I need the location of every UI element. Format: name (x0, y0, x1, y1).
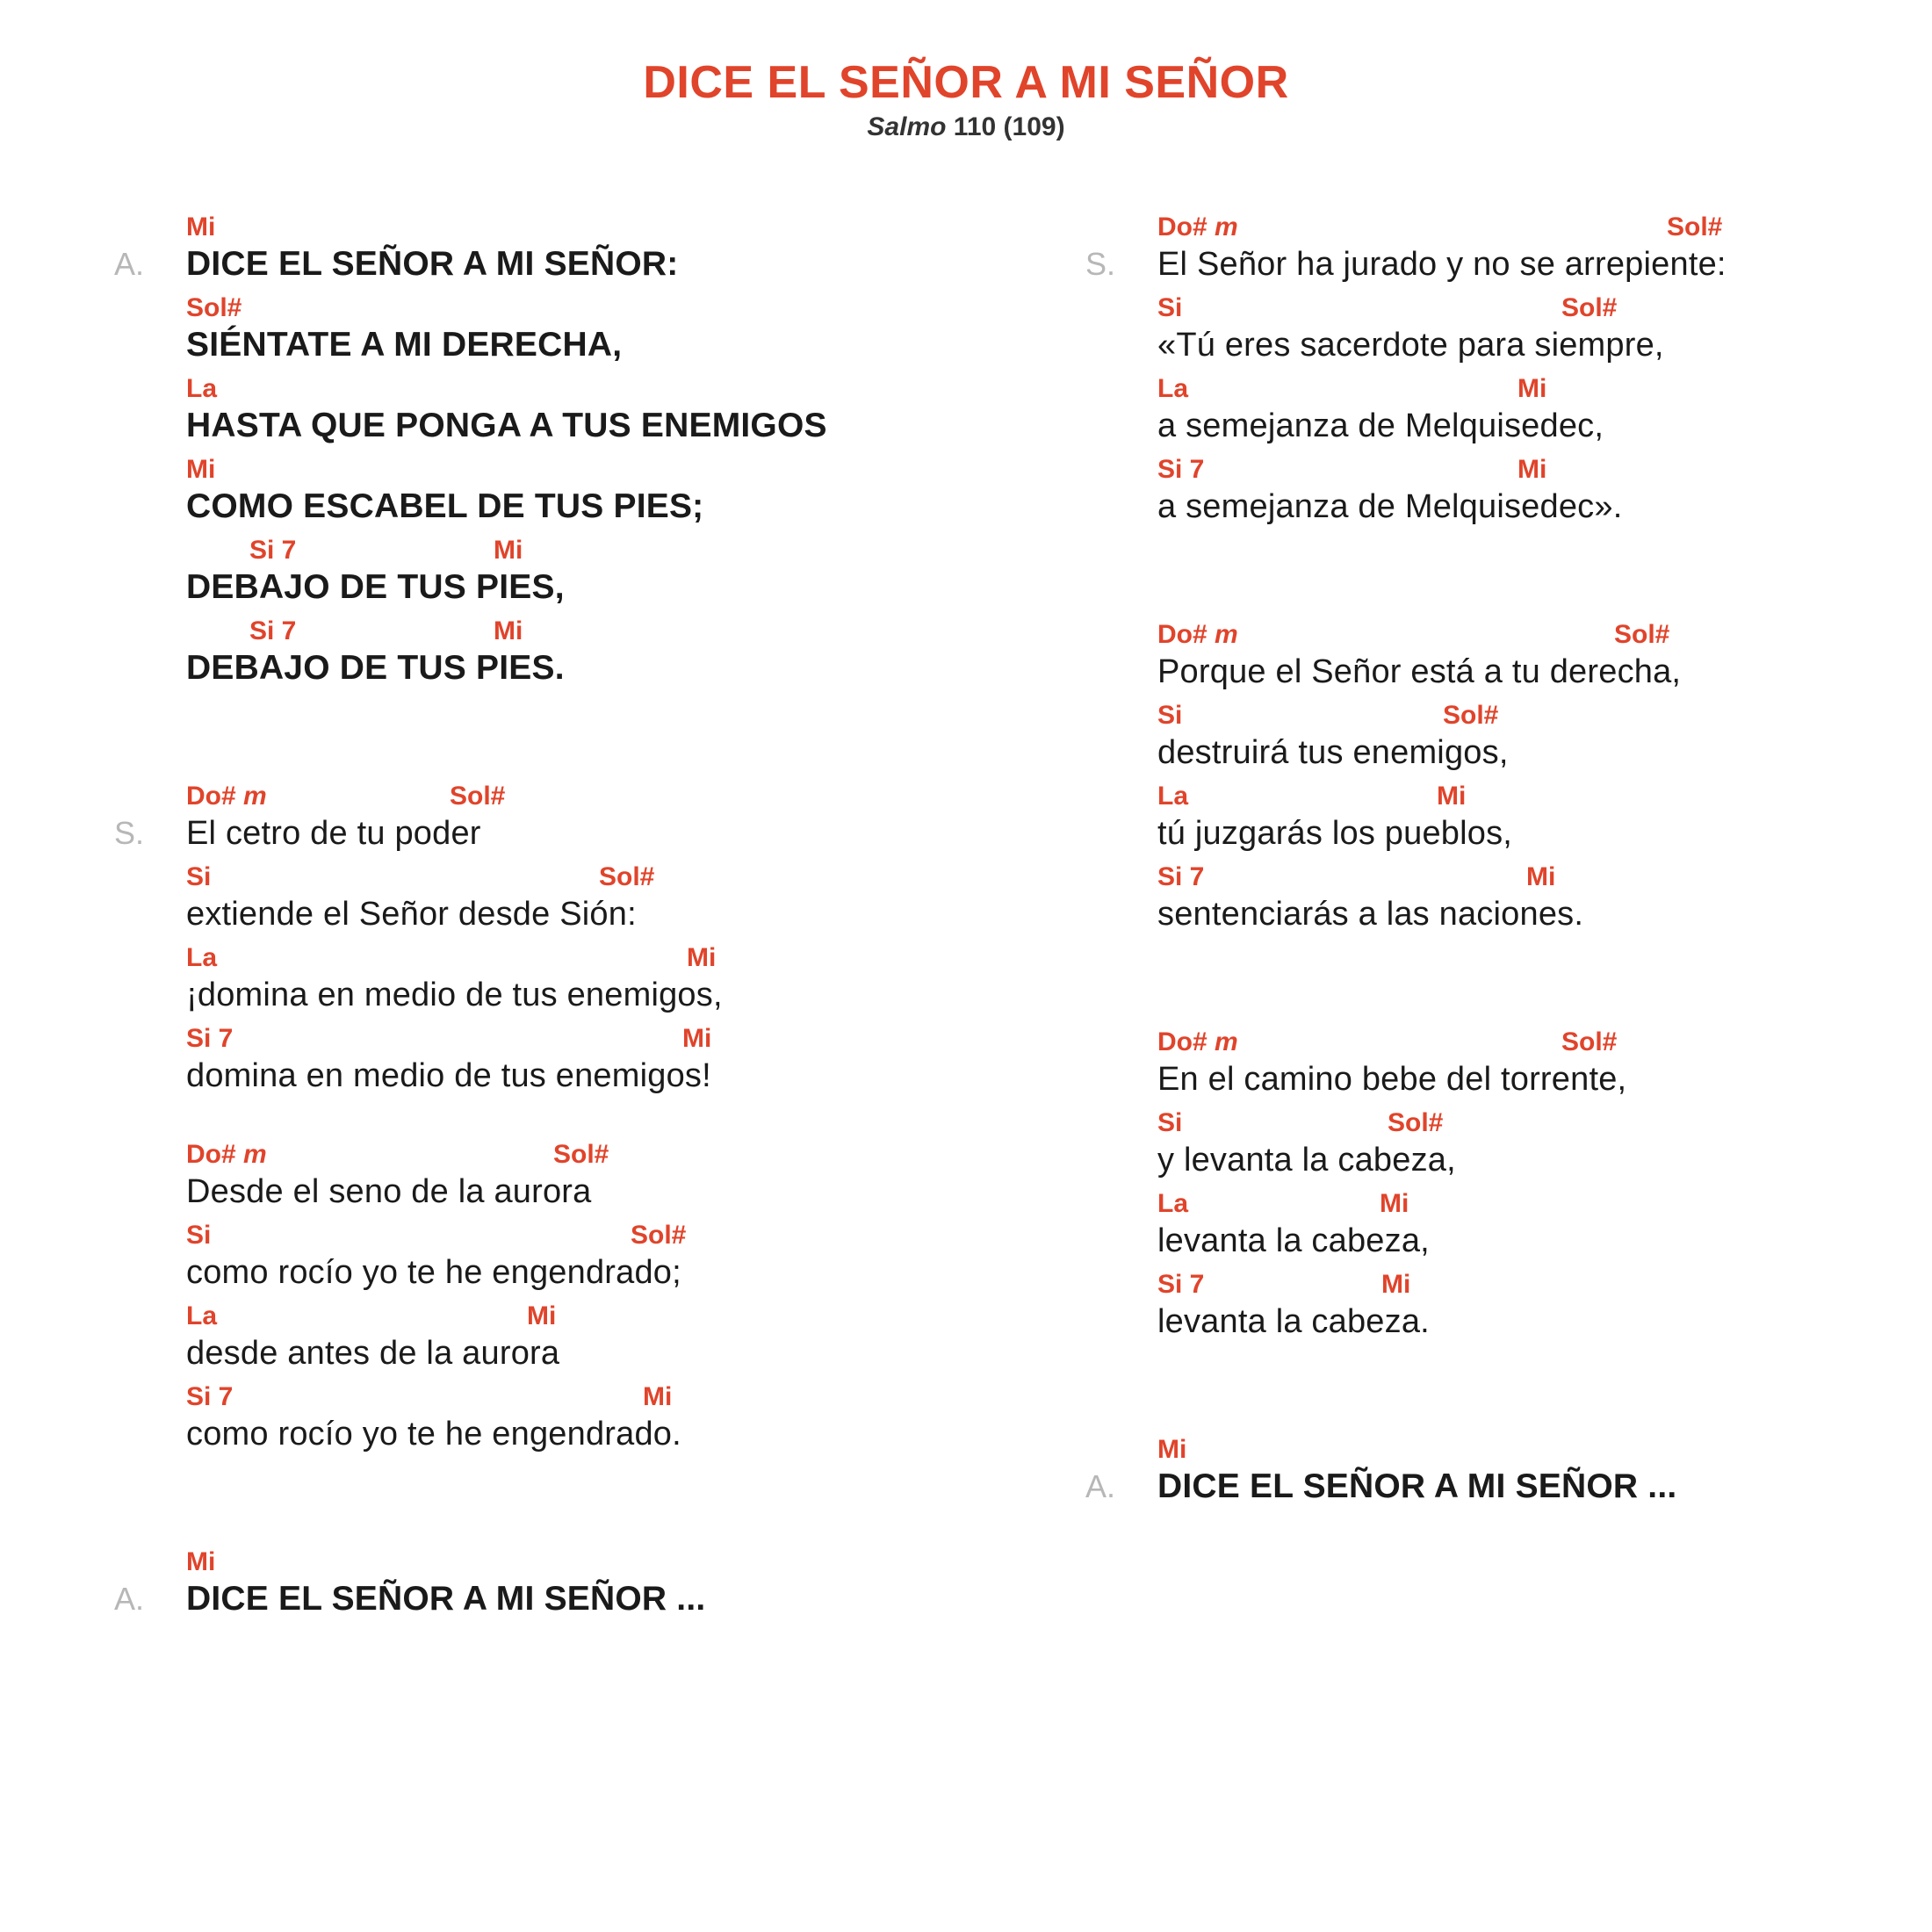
song-line (186, 1294, 975, 1375)
verse-text: y levanta la cabeza, (1157, 1142, 1456, 1179)
song-line (186, 936, 975, 1017)
antiphon-text: DICE EL SEÑOR A MI SEÑOR ... (1157, 1467, 1677, 1505)
song-line (1157, 694, 1876, 775)
chord-mi: Mi (186, 455, 216, 484)
chord-si-7: Si 7 (1157, 1270, 1205, 1299)
verse-text: desde antes de la aurora (186, 1335, 560, 1372)
antiphon-stanza (1085, 1428, 1876, 1509)
song-line (1157, 1263, 1876, 1344)
chord-row (186, 1375, 975, 1412)
chord-sol-sharp: Sol# (599, 862, 655, 891)
psalm-reference: 110 (109) (953, 112, 1065, 141)
chord-row (1157, 448, 1876, 485)
chord-mi: Mi (687, 943, 717, 972)
chord-mi: Mi (1157, 1435, 1187, 1464)
verse-stanza (1085, 613, 1876, 936)
chord-do-sharp-m: Do# m (1157, 620, 1238, 649)
song-line (186, 367, 975, 448)
song-line (1157, 1182, 1876, 1263)
song-line (1157, 775, 1876, 855)
antiphon-text: HASTA QUE PONGA A TUS ENEMIGOS (186, 407, 827, 444)
song-line (1157, 1020, 1876, 1101)
right-column (1085, 205, 1876, 1509)
chord-sol-sharp: Sol# (631, 1221, 687, 1250)
psalm-word: Salmo (867, 112, 947, 141)
song-line (1085, 1428, 1876, 1509)
chord-si-7: Si 7 (249, 616, 297, 645)
chord-sol-sharp: Sol# (553, 1140, 609, 1169)
verse-text: Porque el Señor está a tu derecha, (1157, 653, 1682, 690)
stanza-body (1157, 1020, 1876, 1344)
chord-la: La (186, 943, 218, 972)
song-line (114, 205, 975, 286)
chord-mi: Mi (1437, 782, 1467, 811)
chord-si-7: Si 7 (1157, 862, 1205, 891)
antiphon-marker: A. (114, 246, 145, 282)
chord-sol-sharp: Sol# (1667, 213, 1723, 242)
chord-row (1157, 1101, 1876, 1138)
chord-sol-sharp: Sol# (1561, 1027, 1618, 1056)
chord-row (186, 1294, 975, 1331)
chord-do-sharp-m: Do# m (1157, 213, 1238, 242)
chord-mi: Mi (682, 1024, 712, 1053)
verse-text: levanta la cabeza, (1157, 1222, 1430, 1259)
song-line (186, 1133, 975, 1214)
chord-row (1157, 694, 1876, 731)
chord-row (186, 609, 975, 646)
chord-sol-sharp: Sol# (450, 782, 506, 811)
chord-la: La (186, 1301, 218, 1330)
chord-la: La (186, 374, 218, 403)
song-line (114, 1540, 975, 1621)
antiphon-text: DEBAJO DE TUS PIES, (186, 568, 565, 606)
song-line (1157, 367, 1876, 448)
song-title: DICE EL SEÑOR A MI SEÑOR (643, 57, 1289, 108)
chord-row (186, 1017, 975, 1054)
chord-row (186, 1214, 975, 1251)
chord-row (186, 529, 975, 566)
verse-text: a semejanza de Melquisedec, (1157, 407, 1604, 444)
song-line (1157, 1101, 1876, 1182)
chord-mi: Mi (494, 536, 523, 565)
chord-mi: Mi (1517, 455, 1547, 484)
chord-si-7: Si 7 (186, 1024, 234, 1053)
antiphon-marker: A. (1085, 1468, 1116, 1504)
chord-mi: Mi (1517, 374, 1547, 403)
song-line (186, 1214, 975, 1294)
verse-text: como rocío yo te he engendrado; (186, 1254, 681, 1291)
antiphon-text: SIÉNTATE A MI DERECHA, (186, 326, 623, 364)
chord-row (186, 205, 975, 242)
antiphon-text: DEBAJO DE TUS PIES. (186, 649, 565, 687)
chord-la: La (1157, 1189, 1189, 1218)
verse-text: En el camino bebe del torrente, (1157, 1061, 1627, 1098)
chord-row (1157, 855, 1876, 892)
chord-mi: Mi (186, 213, 216, 242)
chord-sol-sharp: Sol# (1561, 293, 1618, 322)
song-line (1157, 448, 1876, 529)
verse-text: a semejanza de Melquisedec». (1157, 488, 1623, 525)
chord-si-7: Si 7 (186, 1382, 234, 1411)
song-line (1085, 205, 1876, 286)
chord-row (186, 448, 975, 485)
chord-row (1157, 367, 1876, 404)
song-subtitle (0, 112, 1932, 142)
song-line (114, 775, 975, 855)
verse-text: como rocío yo te he engendrado. (186, 1416, 681, 1453)
stanza-body (114, 205, 975, 690)
verse-stanza (114, 1133, 975, 1456)
chord-si: Si (1157, 701, 1183, 730)
antiphon-marker: A. (114, 1581, 145, 1617)
verse-text: sentenciarás a las naciones. (1157, 896, 1584, 933)
chord-mi: Mi (1380, 1189, 1409, 1218)
chord-si: Si (1157, 293, 1183, 322)
chord-si-7: Si 7 (1157, 455, 1205, 484)
verse-text: Desde el seno de la aurora (186, 1173, 592, 1210)
song-line (186, 1017, 975, 1098)
antiphon-stanza (114, 205, 975, 690)
chord-mi: Mi (643, 1382, 673, 1411)
stanza-body (1085, 1428, 1876, 1509)
verse-text: levanta la cabeza. (1157, 1303, 1430, 1340)
chord-mi: Mi (1381, 1270, 1411, 1299)
chord-row (186, 1540, 975, 1577)
chord-si-7: Si 7 (249, 536, 297, 565)
verse-text: El Señor ha jurado y no se arrepiente: (1157, 246, 1727, 283)
chord-si: Si (186, 1221, 212, 1250)
verse-text: extiende el Señor desde Sión: (186, 896, 637, 933)
antiphon-text: DICE EL SEÑOR A MI SEÑOR ... (186, 1580, 706, 1618)
soloist-marker: S. (114, 815, 145, 851)
verse-text: destruirá tus enemigos, (1157, 734, 1509, 771)
song-line (186, 448, 975, 529)
chord-row (1157, 1428, 1876, 1465)
verse-stanza (114, 775, 975, 1098)
song-line (186, 1375, 975, 1456)
chord-row (186, 1133, 975, 1170)
chord-la: La (1157, 374, 1189, 403)
soloist-marker: S. (1085, 246, 1116, 282)
chord-row (186, 775, 975, 811)
verse-text: ¡domina en medio de tus enemigos, (186, 977, 723, 1013)
chord-row (186, 367, 975, 404)
chord-mi: Mi (186, 1547, 216, 1576)
verse-stanza (1085, 205, 1876, 529)
song-line (186, 286, 975, 367)
stanza-body (114, 775, 975, 1098)
chord-row (1157, 1020, 1876, 1057)
verse-text: El cetro de tu poder (186, 815, 481, 852)
verse-stanza (1085, 1020, 1876, 1344)
stanza-body (186, 1133, 975, 1456)
antiphon-text: COMO ESCABEL DE TUS PIES; (186, 487, 704, 525)
song-line (186, 855, 975, 936)
chord-row (1157, 775, 1876, 811)
chord-si: Si (186, 862, 212, 891)
verse-text: domina en medio de tus enemigos! (186, 1057, 711, 1094)
song-line (1157, 286, 1876, 367)
song-line (1157, 613, 1876, 694)
chord-do-sharp-m: Do# m (1157, 1027, 1238, 1056)
song-line (186, 529, 975, 609)
chord-sol-sharp: Sol# (1443, 701, 1499, 730)
antiphon-text: DICE EL SEÑOR A MI SEÑOR: (186, 245, 679, 283)
chord-row (186, 936, 975, 973)
chord-mi: Mi (494, 616, 523, 645)
chord-do-sharp-m: Do# m (186, 1140, 267, 1169)
chord-row (1157, 1263, 1876, 1300)
antiphon-stanza (114, 1540, 975, 1621)
stanza-body (1157, 613, 1876, 936)
chord-sol-sharp: Sol# (1614, 620, 1670, 649)
chord-sol-sharp: Sol# (1388, 1108, 1444, 1137)
chord-row (1157, 205, 1876, 242)
chord-sol-sharp: Sol# (186, 293, 242, 322)
chord-do-sharp-m: Do# m (186, 782, 267, 811)
chord-mi: Mi (527, 1301, 557, 1330)
chord-la: La (1157, 782, 1189, 811)
chord-row (186, 855, 975, 892)
verse-text: tú juzgarás los pueblos, (1157, 815, 1513, 852)
chord-row (1157, 286, 1876, 323)
chord-row (1157, 613, 1876, 650)
song-line (186, 609, 975, 690)
chord-mi: Mi (1526, 862, 1556, 891)
verse-text: «Tú eres sacerdote para siempre, (1157, 327, 1664, 364)
stanza-body (114, 1540, 975, 1621)
chord-row (1157, 1182, 1876, 1219)
chord-row (186, 286, 975, 323)
chord-si: Si (1157, 1108, 1183, 1137)
song-line (1157, 855, 1876, 936)
stanza-body (1085, 205, 1876, 529)
left-column (114, 205, 975, 1621)
